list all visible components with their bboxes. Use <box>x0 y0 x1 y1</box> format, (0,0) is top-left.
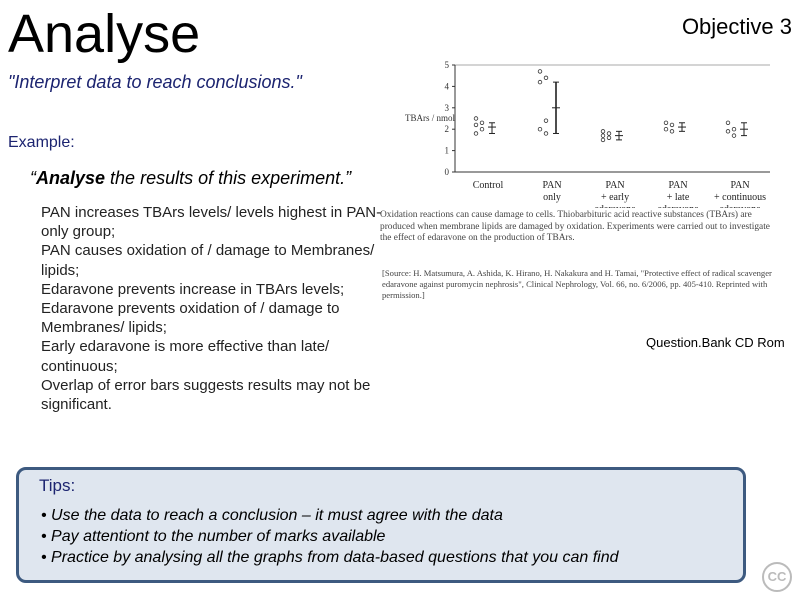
experiment-figure <box>370 58 780 298</box>
answer-list <box>41 203 401 414</box>
slide-title: Analyse <box>8 4 201 64</box>
tbars-chart <box>370 58 780 208</box>
data-point <box>601 138 605 142</box>
y-tick-label: 3 <box>444 102 449 113</box>
data-point <box>732 134 736 138</box>
prompt-open-quote: “ <box>30 168 36 188</box>
x-category-label: PAN <box>542 180 562 191</box>
tips-heading: Tips: <box>39 476 76 495</box>
prompt-keyword: Analyse <box>36 168 106 188</box>
data-point <box>538 70 542 74</box>
data-point <box>607 136 611 140</box>
x-category-label: only <box>543 192 561 203</box>
tip-item: • Practice by analysing all the graphs from data-based questions that you can find <box>41 549 619 566</box>
data-point <box>544 76 548 80</box>
answer-item: Early edaravone is more effective than late/ continuous; <box>41 338 330 375</box>
data-point <box>474 132 478 136</box>
data-point <box>607 132 611 136</box>
source-label: Question.Bank CD Rom <box>646 335 785 350</box>
x-category-label: + late <box>666 192 690 203</box>
x-category-label: Control <box>472 180 504 191</box>
data-point <box>726 130 730 134</box>
x-category-label: + early <box>600 192 630 203</box>
answer-item: PAN causes oxidation of / damage to Membranes/ lipids; <box>41 242 375 279</box>
prompt-text: the results of this experiment.” <box>105 168 352 188</box>
x-category-label: PAN <box>730 180 750 191</box>
y-tick-label: 0 <box>444 167 449 177</box>
data-point <box>474 117 478 121</box>
data-point <box>538 127 542 131</box>
tip-item: • Pay attentiont to the number of marks available <box>41 528 386 545</box>
data-point <box>726 121 730 125</box>
objective-label: Objective 3 <box>681 14 792 39</box>
data-point <box>474 123 478 127</box>
slide-subtitle: "Interpret data to reach conclusions." <box>8 72 302 92</box>
question-prompt <box>30 168 351 189</box>
answer-item: Edaravone prevents oxidation of / damage to Membranes/ lipids; <box>41 300 340 337</box>
x-category-label <box>594 204 636 208</box>
data-point <box>664 127 668 131</box>
data-point <box>544 119 548 123</box>
answer-item: Overlap of error bars suggests results may not be significant. <box>41 376 371 414</box>
data-point <box>480 127 484 131</box>
tip-item: • Use the data to reach a conclusion – it must agree with the data <box>41 507 503 524</box>
figure-citation: [Source: H. Matsumura, A. Ashida, K. Hirano, H. Nakakura and H. Tamai, "Protective effect of radical scavenger edaravone against puromycin nephrosis", Clinical Nephrology, Vol. 66, no. 6/2006, pp. 405-410. Reprinted with permission.] <box>382 268 772 300</box>
data-point <box>732 127 736 131</box>
y-tick-label: 5 <box>444 60 449 70</box>
tips-box <box>16 467 746 583</box>
x-category-label: + continuous <box>713 192 767 203</box>
data-point <box>664 121 668 125</box>
tips-list <box>41 505 619 568</box>
data-point <box>601 134 605 138</box>
y-tick-label: 2 <box>444 124 449 135</box>
x-category-label <box>719 204 761 208</box>
example-label: Example: <box>8 134 75 151</box>
data-point <box>480 121 484 125</box>
x-category-label: PAN <box>668 180 688 191</box>
x-category-label: PAN <box>605 180 625 191</box>
x-category-label <box>657 204 699 208</box>
answer-item: Edaravone prevents increase in TBArs levels; <box>41 280 345 298</box>
figure-caption: Oxidation reactions can cause damage to cells. Thiobarbituric acid reactive substances (TBArs) are produced when membrane lipids are damaged by oxidation. Experiments were carried out to investigate the effect of edaravone on the production of TBArs. <box>380 210 770 243</box>
y-axis-label: TBArs / nmol <box>404 113 456 123</box>
data-point <box>544 132 548 136</box>
cc-license-icon: CC <box>762 562 792 592</box>
data-point <box>601 130 605 134</box>
answer-item: PAN increases TBArs levels/ levels highest in PAN-only group; <box>41 204 382 241</box>
data-point <box>670 130 674 134</box>
data-point <box>538 80 542 84</box>
y-tick-label: 1 <box>444 145 449 156</box>
data-point <box>670 123 674 127</box>
y-tick-label: 4 <box>444 81 449 92</box>
